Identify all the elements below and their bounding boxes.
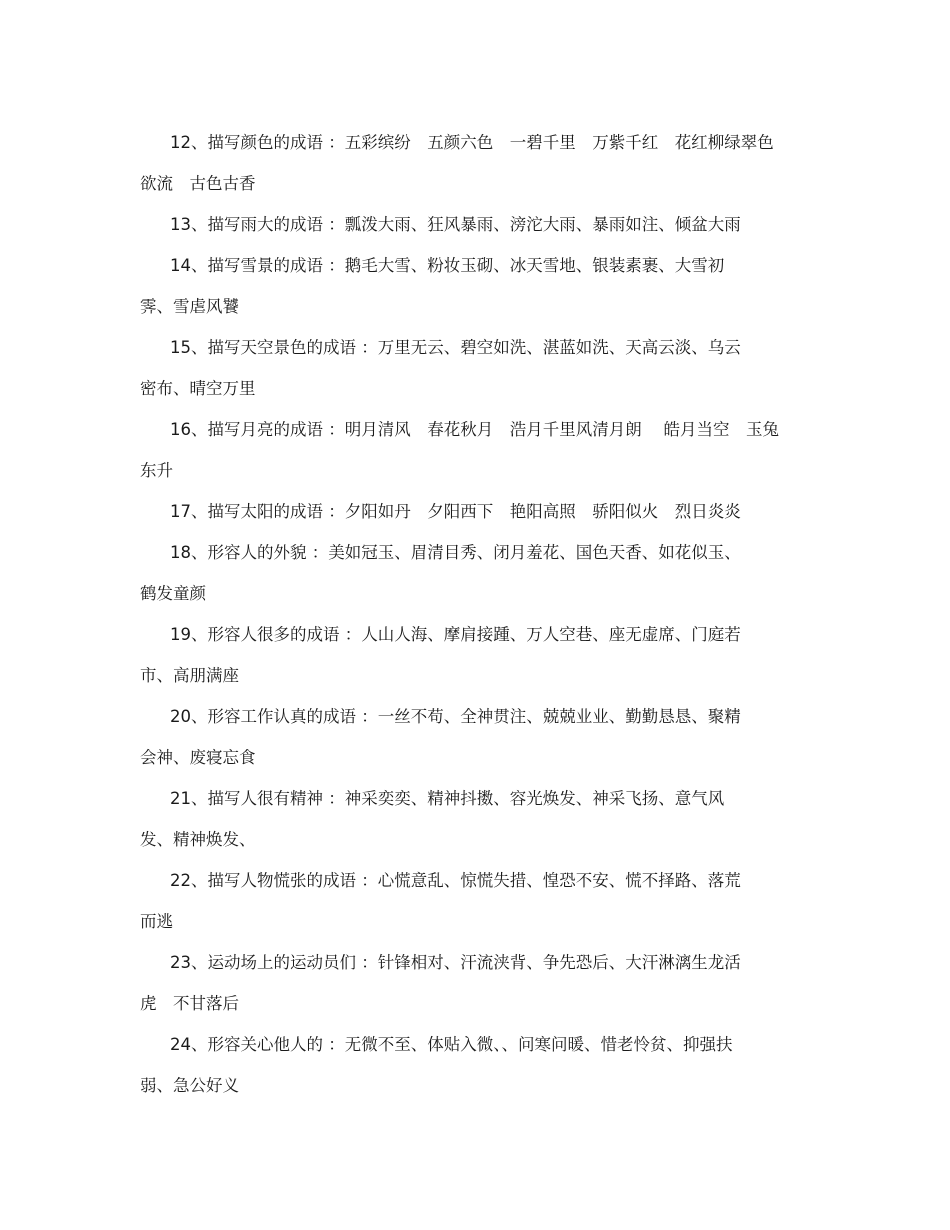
item-line: 鹤发童颜 xyxy=(140,584,206,603)
idiom-item-14 xyxy=(140,245,820,327)
idiom-item-22 xyxy=(140,860,820,942)
idiom-item-13 xyxy=(140,204,820,245)
item-line: 虎 不甘落后 xyxy=(140,994,239,1013)
idiom-item-21 xyxy=(140,778,820,860)
idiom-item-15 xyxy=(140,327,820,409)
item-line: 21、描写人很有精神 ：神采奕奕、精神抖擞、容光焕发、神采飞扬、意气风 xyxy=(170,789,725,808)
item-line: 14、描写雪景的成语 ：鹅毛大雪、粉妆玉砌、冰天雪地、银装素裹、大雪初 xyxy=(170,256,725,275)
item-line: 22、描写人物慌张的成语 ：心慌意乱、惊慌失措、惶恐不安、慌不择路、落荒 xyxy=(170,871,741,890)
item-line: 密布、晴空万里 xyxy=(140,379,256,398)
item-line: 东升 xyxy=(140,461,173,480)
item-line: 发、精神焕发、 xyxy=(140,830,256,849)
item-line: 23、运动场上的运动员们 ：针锋相对、汗流浃背、争先恐后、大汗淋漓生龙活 xyxy=(170,953,741,972)
idiom-item-19 xyxy=(140,614,820,696)
idiom-item-20 xyxy=(140,696,820,778)
idiom-item-18 xyxy=(140,532,820,614)
item-line: 13、描写雨大的成语 ：瓢泼大雨、狂风暴雨、滂沱大雨、暴雨如注、倾盆大雨 xyxy=(170,215,741,234)
item-line: 17、描写太阳的成语 ：夕阳如丹 夕阳西下 艳阳高照 骄阳似火 烈日炎炎 xyxy=(170,502,741,521)
item-line: 市、高朋满座 xyxy=(140,666,239,685)
item-line: 15、描写天空景色的成语 ：万里无云、碧空如洗、湛蓝如洗、天高云淡、乌云 xyxy=(170,338,741,357)
item-line: 会神、废寝忘食 xyxy=(140,748,256,767)
idiom-item-24 xyxy=(140,1024,820,1106)
item-line: 16、描写月亮的成语 ：明月清风 春花秋月 浩月千里风清月朗 皓月当空 玉兔 xyxy=(170,420,779,439)
item-line: 弱、急公好义 xyxy=(140,1076,239,1095)
item-line: 霁、雪虐风饕 xyxy=(140,297,239,316)
idiom-item-16 xyxy=(140,409,820,491)
item-line: 欲流 古色古香 xyxy=(140,174,256,193)
idiom-item-12 xyxy=(140,122,820,204)
idiom-item-17 xyxy=(140,491,820,532)
item-line: 12、描写颜色的成语 ：五彩缤纷 五颜六色 一碧千里 万紫千红 花红柳绿翠色 xyxy=(170,133,774,152)
idiom-item-23 xyxy=(140,942,820,1024)
item-line: 18、形容人的外貌 ：美如冠玉、眉清目秀、闭月羞花、国色天香、如花似玉、 xyxy=(170,543,741,562)
item-line: 19、形容人很多的成语 ：人山人海、摩肩接踵、万人空巷、座无虚席、门庭若 xyxy=(170,625,741,644)
item-line: 24、形容关心他人的 ：无微不至、体贴入微、、问寒问暖、惜老怜贫、抑强扶 xyxy=(170,1035,733,1054)
item-line: 20、形容工作认真的成语 ：一丝不苟、全神贯注、兢兢业业、勤勤恳恳、聚精 xyxy=(170,707,741,726)
item-line: 而逃 xyxy=(140,912,173,931)
